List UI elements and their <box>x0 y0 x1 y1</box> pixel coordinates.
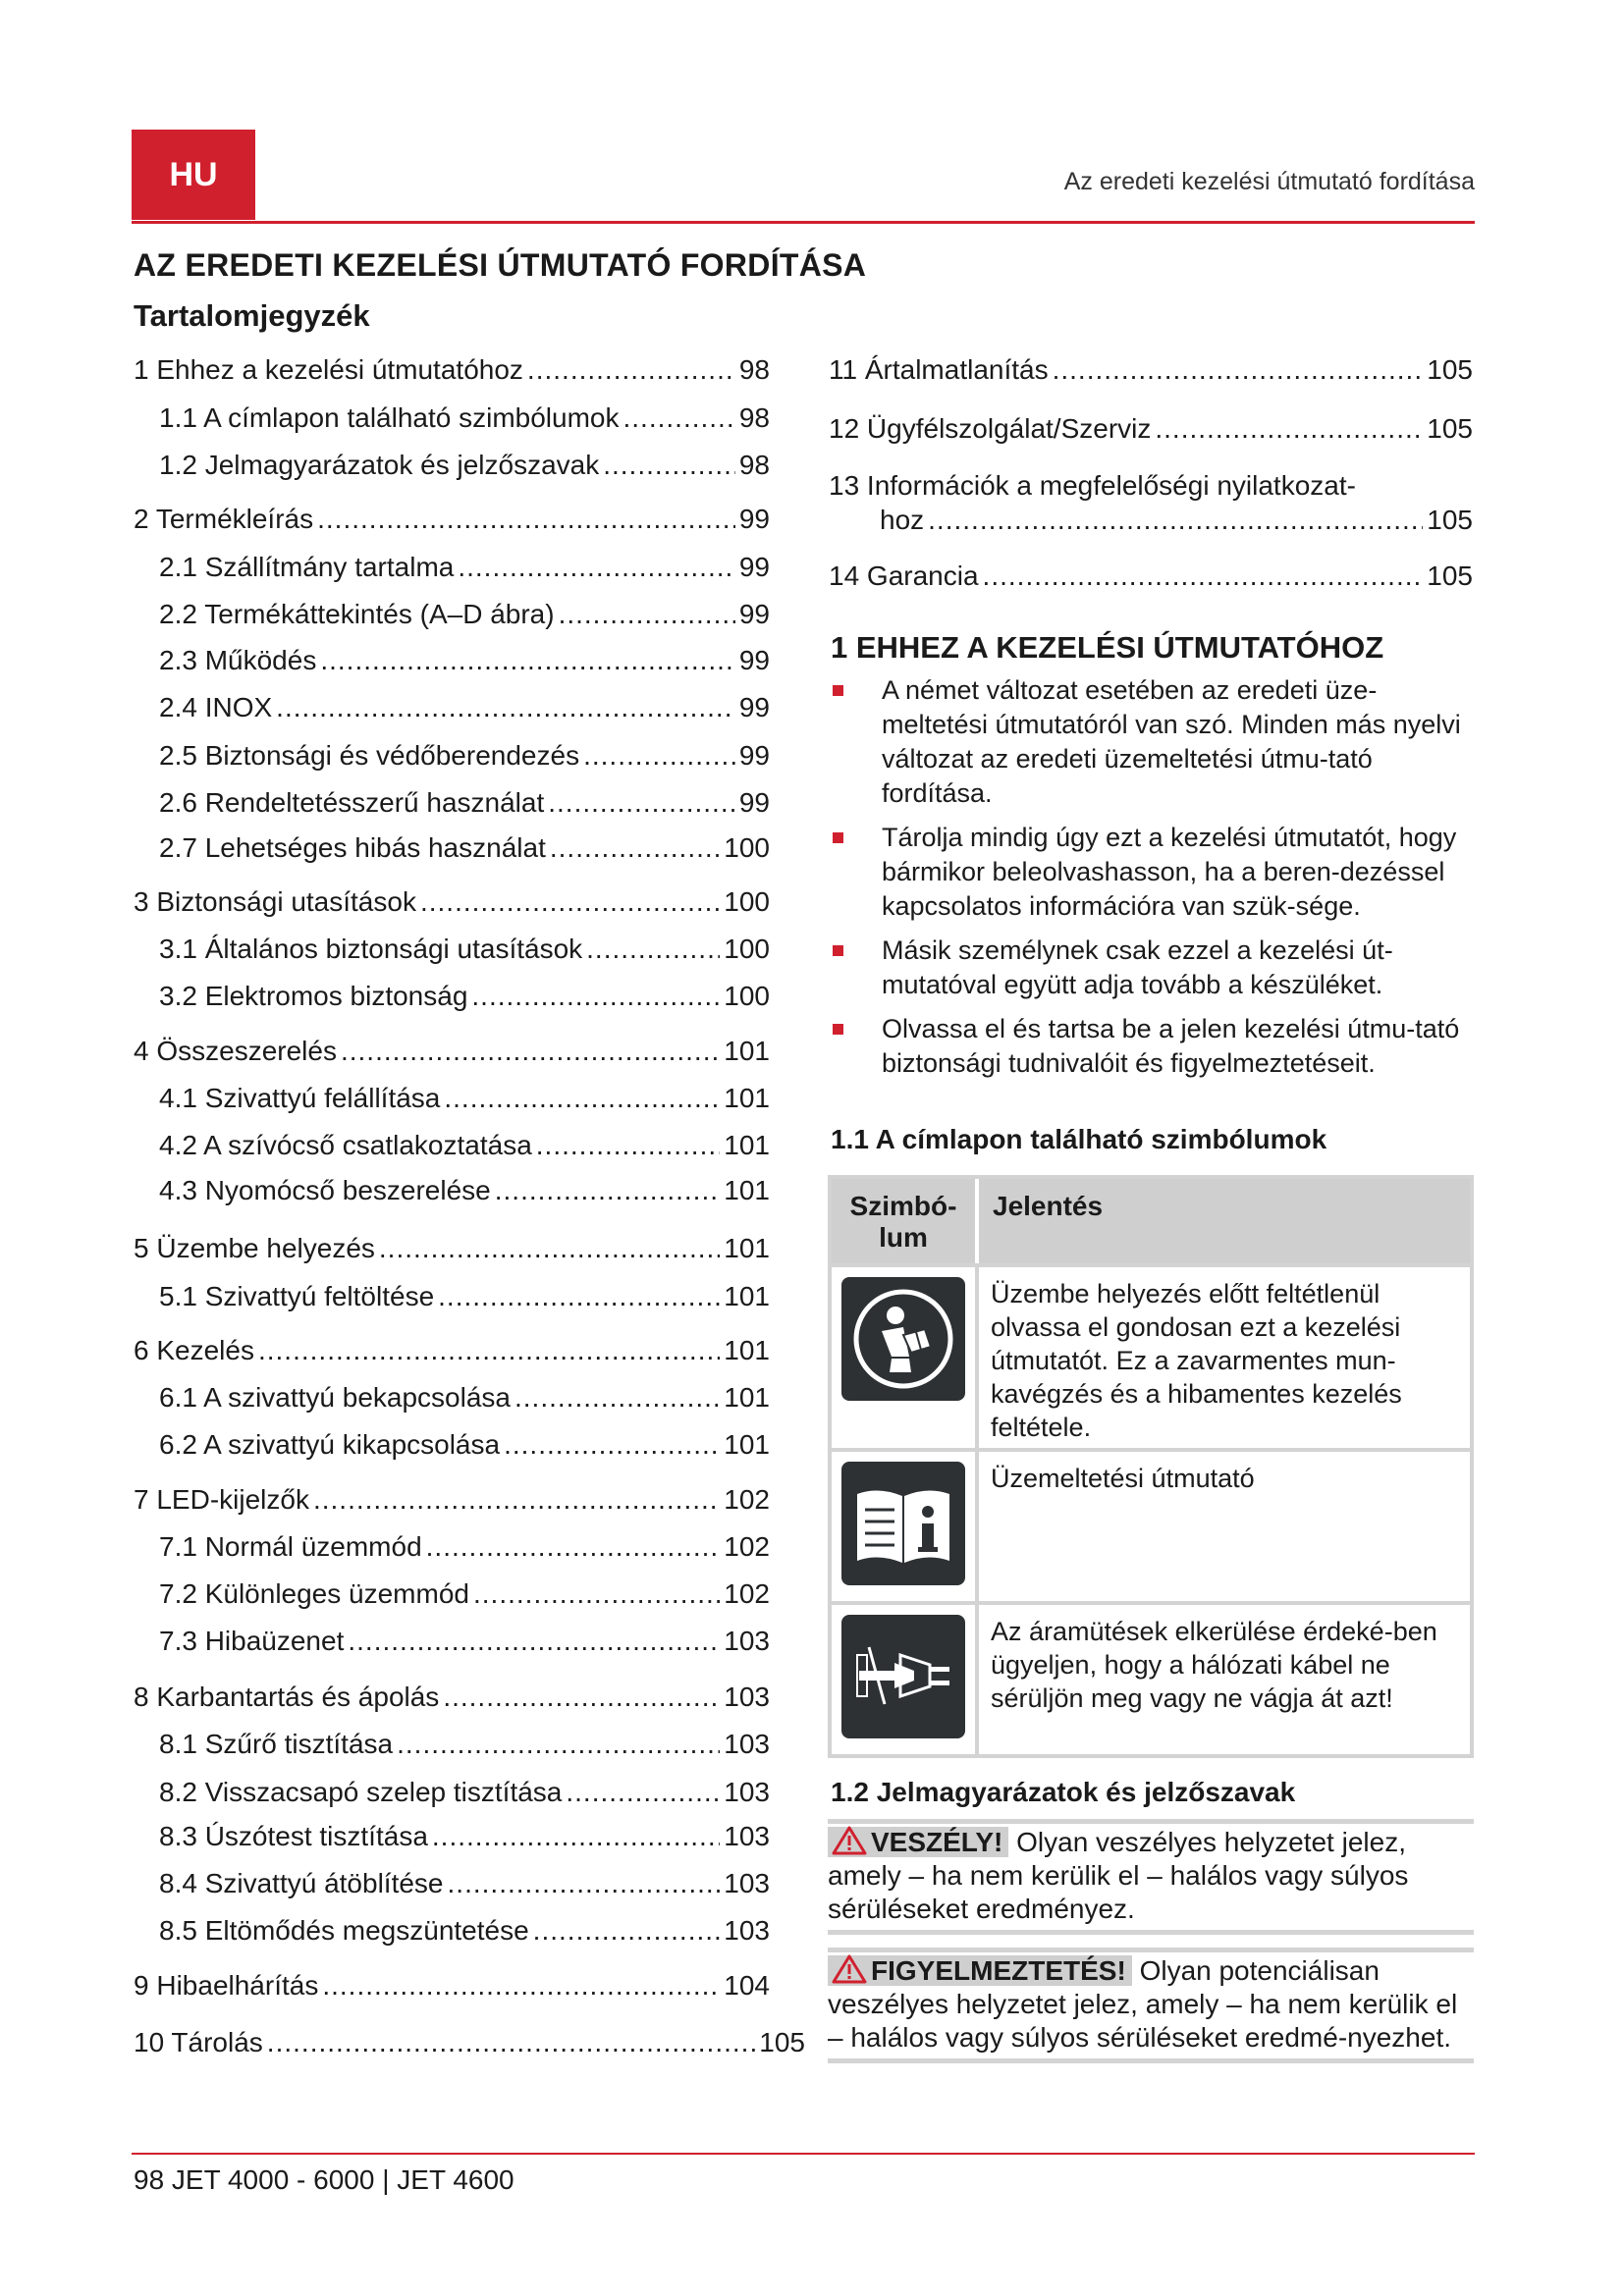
signal-description: Olyan veszélyes helyzetet jelez, amely – ha nem kerülik el – halálos vagy súlyos sérüléseket eredményez. <box>828 1827 1409 1924</box>
language-tab: HU <box>132 130 255 220</box>
column-header-symbol: Szimbó-lum <box>849 1191 957 1253</box>
toc-entry[interactable]: 13 Információk a megfelelőségi nyilatkozat- <box>829 470 1356 501</box>
toc-entry[interactable]: 4.1 Szivattyú felállítása ..... 101 <box>159 1082 770 1115</box>
toc-entry[interactable]: 4.2 A szívócső csatlakoztatása ..... 101 <box>159 1129 770 1162</box>
warning-triangle-icon <box>832 1954 867 1984</box>
toc-entry[interactable]: 2.7 Lehetséges hibás használat ..... 100 <box>159 831 770 865</box>
signal-word-danger <box>828 1819 1474 1935</box>
toc-entry[interactable]: 9 Hibaelhárítás ..... 104 <box>134 1969 770 2002</box>
cut-cable-plug-icon <box>841 1615 965 1738</box>
toc-entry[interactable]: 2.2 Termékáttekintés (A–D ábra) ..... 99 <box>159 598 770 631</box>
toc-entry[interactable]: 12 Ügyfélszolgálat/Szerviz ..... 105 <box>829 412 1473 446</box>
table-row <box>832 1601 1470 1754</box>
list-item: Másik személynek csak ezzel a kezelési út-mutatóval együtt adja tovább a készüléket. <box>831 934 1475 1002</box>
person-reading-manual-icon <box>841 1277 965 1401</box>
toc-entry[interactable]: 6.1 A szivattyú bekapcsolása ..... 101 <box>159 1381 770 1415</box>
symbol-meaning: Üzemeltetési útmutató <box>975 1452 1470 1601</box>
toc-entry[interactable]: 2.3 Működés ..... 99 <box>159 644 770 677</box>
toc-entry[interactable]: 5 Üzembe helyezés ..... 101 <box>134 1232 770 1265</box>
toc-entry[interactable]: 8.4 Szivattyú átöblítése ..... 103 <box>159 1867 770 1900</box>
toc-entry[interactable]: 7.3 Hibaüzenet ..... 103 <box>159 1625 770 1658</box>
bullet-list <box>831 673 1475 1091</box>
list-item: Olvassa el és tartsa be a jelen kezelési útmu-tató biztonsági tudnivalóit és figyelmeztetéseit. <box>831 1012 1475 1081</box>
section-heading: 1 EHHEZ A KEZELÉSI ÚTMUTATÓHOZ <box>831 630 1384 665</box>
toc-entry[interactable]: 1 Ehhez a kezelési útmutatóhoz ..... 98 <box>134 353 770 387</box>
toc-entry[interactable]: 3.2 Elektromos biztonság ..... 100 <box>159 980 770 1013</box>
bullet-square-icon <box>833 832 843 843</box>
column-header-meaning: Jelentés <box>975 1179 1470 1263</box>
toc-entry[interactable]: 6.2 A szivattyú kikapcsolása ..... 101 <box>159 1428 770 1462</box>
toc-entry[interactable]: 4 Összeszerelés ..... 101 <box>134 1035 770 1068</box>
toc-entry[interactable]: 2.1 Szállítmány tartalma ..... 99 <box>159 551 770 584</box>
toc-entry[interactable]: 8.3 Úszótest tisztítása ..... 103 <box>159 1820 770 1853</box>
toc-entry[interactable]: 7.2 Különleges üzemmód ..... 102 <box>159 1577 770 1611</box>
toc-entry[interactable]: 14 Garancia ..... 105 <box>829 560 1473 593</box>
toc-entry[interactable]: 4.3 Nyomócső beszerelése ..... 101 <box>159 1174 770 1207</box>
toc-entry[interactable]: 11 Ártalmatlanítás ..... 105 <box>829 353 1473 387</box>
table-header <box>832 1179 1470 1263</box>
toc-entry[interactable]: 8 Karbantartás és ápolás ..... 103 <box>134 1681 770 1714</box>
toc-entry[interactable]: 8.1 Szűrő tisztítása ..... 103 <box>159 1728 770 1761</box>
signal-description: Olyan potenciálisan veszélyes helyzetet jelez, amely – ha nem kerülik el – halálos vagy súlyos sérüléseket eredmé-nyezhet. <box>828 1955 1458 2053</box>
toc-right-column <box>829 353 1473 609</box>
toc-entry[interactable]: 5.1 Szivattyú feltöltése ..... 101 <box>159 1280 770 1313</box>
subsection-heading: 1.1 A címlapon található szimbólumok <box>831 1124 1327 1154</box>
toc-entry[interactable]: 3.1 Általános biztonsági utasítások ..... 100 <box>159 933 770 966</box>
toc-entry[interactable]: 6 Kezelés ..... 101 <box>134 1334 770 1367</box>
page-footer: 98 JET 4000 - 6000 | JET 4600 <box>134 2164 514 2195</box>
bullet-square-icon <box>833 685 843 696</box>
signal-word-warning <box>828 1948 1474 2063</box>
toc-entry[interactable]: 8.2 Visszacsapó szelep tisztítása ..... 103 <box>159 1776 770 1809</box>
symbol-meaning: Üzembe helyezés előtt feltétlenül olvassa el gondosan ezt a kezelési útmutatót. Ez a zavarmentes mun-kavégzés és a hibamentes kezelés feltétele. <box>975 1267 1470 1448</box>
toc-entry[interactable]: 7 LED-kijelzők ..... 102 <box>134 1483 770 1517</box>
book-info-icon <box>841 1462 965 1585</box>
toc-entry[interactable]: 1.2 Jelmagyarázatok és jelzőszavak ..... 98 <box>159 449 770 482</box>
running-header: Az eredeti kezelési útmutató fordítása <box>1063 168 1475 195</box>
list-item: A német változat esetében az eredeti üze-meltetési útmutatóról van szó. Minden más nyelvi változat az eredeti üzemeltetési útmu-tató fordítása. <box>831 673 1475 811</box>
toc-title: Tartalomjegyzék <box>134 298 370 333</box>
bullet-square-icon <box>833 1024 843 1035</box>
toc-entry[interactable]: 2.5 Biztonsági és védőberendezés ..... 99 <box>159 739 770 773</box>
toc-entry[interactable]: 10 Tárolás ..... 105 <box>134 2026 805 2059</box>
symbol-table <box>828 1175 1474 1758</box>
table-row <box>832 1263 1470 1448</box>
toc-entry[interactable]: 1.1 A címlapon található szimbólumok ..... 98 <box>159 401 770 435</box>
footer-divider <box>132 2153 1475 2155</box>
toc-entry[interactable]: 7.1 Normál üzemmód ..... 102 <box>159 1530 770 1564</box>
toc-entry-continuation[interactable]: hoz ..... 105 <box>880 504 1473 537</box>
symbol-meaning: Az áramütések elkerülése érdeké-ben ügyeljen, hogy a hálózati kábel ne sérüljön meg vagy ne vágja át azt! <box>975 1605 1470 1754</box>
toc-entry[interactable]: 2.6 Rendeltetésszerű használat ..... 99 <box>159 786 770 820</box>
subsection-heading: 1.2 Jelmagyarázatok és jelzőszavak <box>831 1777 1296 1807</box>
toc-entry[interactable]: 3 Biztonsági utasítások ..... 100 <box>134 885 770 919</box>
document-title: AZ EREDETI KEZELÉSI ÚTMUTATÓ FORDÍTÁSA <box>134 247 867 283</box>
toc-entry[interactable]: 8.5 Eltömődés megszüntetése ..... 103 <box>159 1914 770 1948</box>
signal-word: FIGYELMEZTETÉS! <box>871 1955 1126 1986</box>
list-item: Tárolja mindig úgy ezt a kezelési útmutatót, hogy bármikor beleolvashasson, ha a beren-dezéssel kapcsolatos információra van szük-sége. <box>831 821 1475 924</box>
signal-word: VESZÉLY! <box>871 1827 1003 1857</box>
toc-entry[interactable]: 2.4 INOX ..... 99 <box>159 691 770 724</box>
bullet-square-icon <box>833 945 843 956</box>
toc-entry[interactable]: 2 Termékleírás ..... 99 <box>134 503 770 536</box>
warning-triangle-icon <box>832 1826 867 1855</box>
table-row <box>832 1448 1470 1601</box>
header-divider <box>132 221 1475 224</box>
